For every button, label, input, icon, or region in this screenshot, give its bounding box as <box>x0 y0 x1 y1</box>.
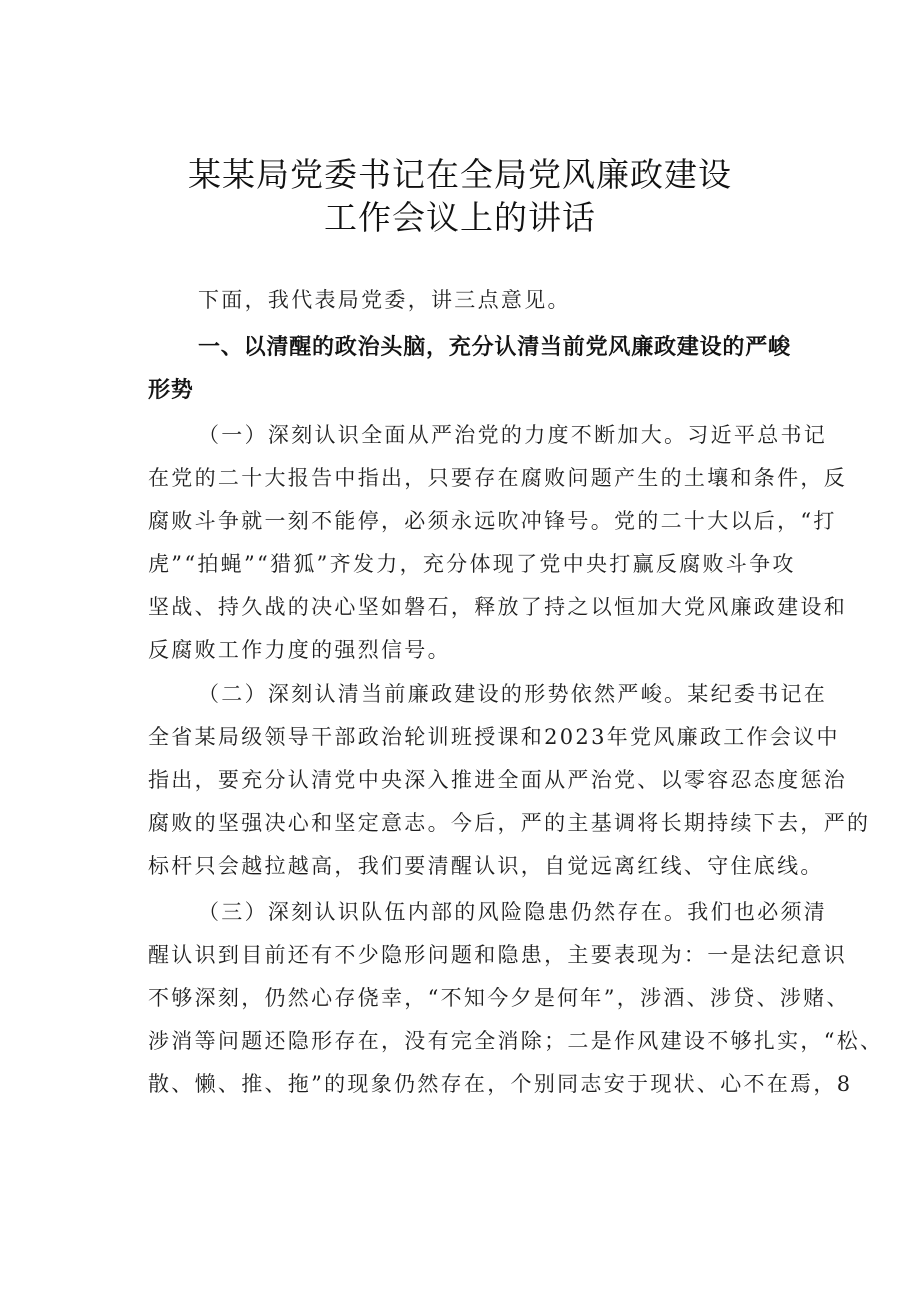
paragraph-1-line: 反腐败工作力度的强烈信号。 <box>148 638 451 662</box>
document-title-line-1: 某某局党委书记在全局党风廉政建设 <box>188 155 732 194</box>
paragraph-3-line: 涉消等问题还隐形存在，没有完全消除；二是作风建设不够扎实，“松、 <box>148 1029 884 1053</box>
paragraph-2-line: 标杆只会越拉越高，我们要清醒认识，自觉远离红线、守住底线。 <box>148 854 824 878</box>
paragraph-2-line: 指出，要充分认清党中央深入推进全面从严治党、以零容忍态度惩治 <box>148 768 847 792</box>
paragraph-2-line: 腐败的坚强决心和坚定意志。今后，严的主基调将长期持续下去，严的 <box>148 811 871 835</box>
paragraph-2-line: （二）深刻认清当前廉政建设的形势依然严峻。某纪委书记在 <box>198 682 828 706</box>
paragraph-1-line: 坚战、持久战的决心坚如磐石，释放了持之以恒加大党风廉政建设和 <box>148 595 847 619</box>
paragraph-3-line: 散、懒、推、拖”的现象仍然存在，个别同志安于现状、心不在焉，8 <box>148 1072 853 1096</box>
paragraph-2-line: 全省某局级领导干部政治轮训班授课和2023年党风廉政工作会议中 <box>148 725 840 749</box>
paragraph-1-line: 在党的二十大报告中指出，只要存在腐败问题产生的土壤和条件，反 <box>148 466 847 490</box>
intro-paragraph: 下面，我代表局党委，讲三点意见。 <box>198 288 571 312</box>
paragraph-3-line: 醒认识到目前还有不少隐形问题和隐患，主要表现为：一是法纪意识 <box>148 943 847 967</box>
paragraph-3-line: （三）深刻认识队伍内部的风险隐患仍然存在。我们也必须清 <box>198 900 828 924</box>
paragraph-3-line: 不够深刻，仍然心存侥幸，“不知今夕是何年”，涉酒、涉贷、涉赌、 <box>148 986 850 1010</box>
section-1-heading-line-2: 形势 <box>148 378 194 403</box>
document-title-line-2: 工作会议上的讲话 <box>324 198 596 237</box>
paragraph-1-line: （一）深刻认识全面从严治党的力度不断加大。习近平总书记 <box>198 423 828 447</box>
section-1-heading-line-1: 一、以清醒的政治头脑，充分认清当前党风廉政建设的严峻 <box>198 335 791 360</box>
paragraph-1-line: 虎”“拍蝇”“猎狐”齐发力，充分体现了党中央打赢反腐败斗争攻 <box>148 552 796 576</box>
paragraph-1-line: 腐败斗争就一刻不能停，必须永远吹冲锋号。党的二十大以后，“打 <box>148 509 837 533</box>
